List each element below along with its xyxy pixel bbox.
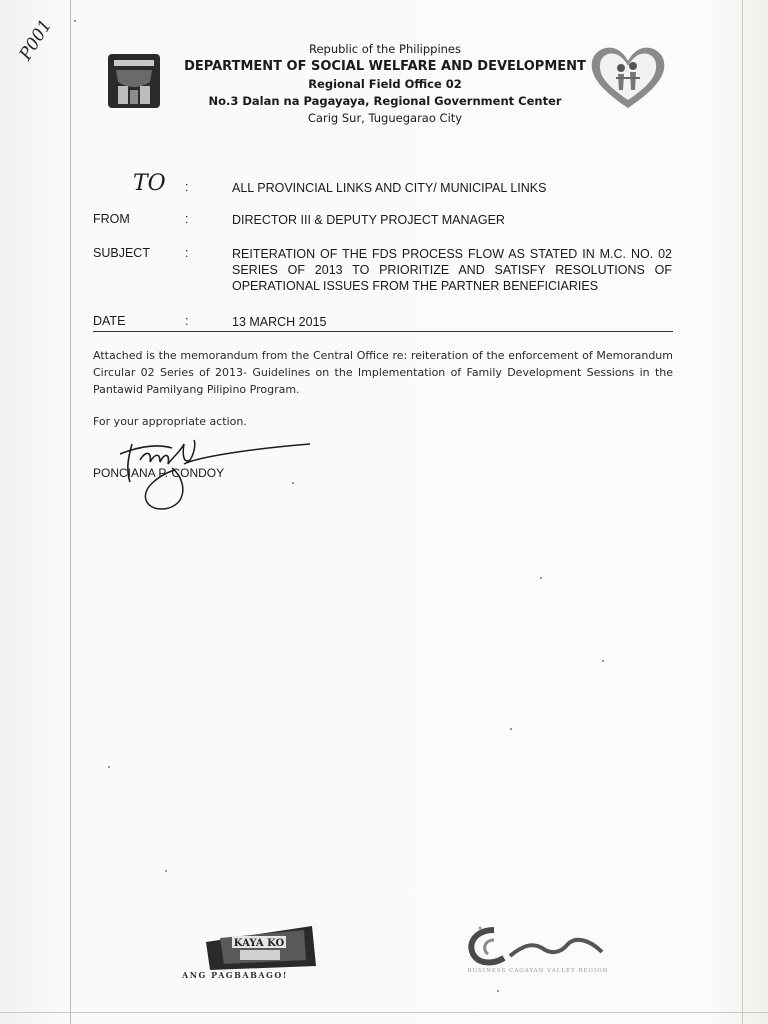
signature-icon xyxy=(110,430,325,515)
to-handwritten-label: TO xyxy=(133,171,166,196)
date-value: 13 MARCH 2015 xyxy=(232,315,327,329)
scan-speck xyxy=(510,728,512,730)
scan-speck xyxy=(165,870,167,872)
republic-line: Republic of the Philippines xyxy=(308,42,462,56)
closing-line: For your appropriate action. xyxy=(93,415,247,428)
memo-body-paragraph: Attached is the memorandum from the Central Office re: reiteration of the enforcement of Memorandum Circular 02 Series of 2013- Guidelines on the Implementation of Family Development Sessions in the Pantawid Pamilyang Pilipino Program. xyxy=(93,349,673,396)
subject-colon: : xyxy=(185,246,189,260)
from-colon: : xyxy=(185,212,189,226)
scan-speck xyxy=(108,766,110,768)
scan-speck xyxy=(540,577,542,579)
department-name: DEPARTMENT OF SOCIAL WELFARE AND DEVELOPMENT xyxy=(184,59,586,74)
subject-label: SUBJECT xyxy=(93,246,150,260)
scan-speck xyxy=(602,660,604,662)
date-colon: : xyxy=(185,314,189,328)
date-label: DATE xyxy=(93,314,126,328)
handwritten-page-number: P001 xyxy=(15,16,57,64)
footer-right-tagline: BUSINESS CAGAYAN VALLEY REGION xyxy=(467,968,609,974)
scan-speck xyxy=(292,482,294,484)
subject-value: REITERATION OF THE FDS PROCESS FLOW AS STATED IN M.C. NO. 02 SERIES OF 2013 TO PRIORITIZE AND SATISFY RESOLUTIONS OF OPERATIONAL ISSUES FROM THE PARTNER BENEFICIARIES xyxy=(232,247,672,293)
signatory-name: PONCIANA P. CONDOY xyxy=(93,466,225,480)
page-edge-right xyxy=(742,0,743,1024)
scan-speck xyxy=(497,990,499,992)
from-label: FROM xyxy=(93,212,130,226)
address-line-2: Carig Sur, Tuguegarao City xyxy=(307,111,463,125)
page-edge-bottom xyxy=(0,1012,768,1013)
regional-office: Regional Field Office 02 xyxy=(308,77,462,91)
dswd-seal-icon xyxy=(106,52,162,110)
scan-speck xyxy=(74,20,76,22)
from-value: DIRECTOR III & DEPUTY PROJECT MANAGER xyxy=(232,213,505,227)
to-value: ALL PROVINCIAL LINKS AND CITY/ MUNICIPAL LINKS xyxy=(232,181,547,195)
kaya-ko-logo-text: KAYA KO xyxy=(233,938,285,949)
address-line-1: No.3 Dalan na Pagayaya, Regional Government Center xyxy=(208,94,562,108)
page-edge-left xyxy=(70,0,71,1024)
letterhead xyxy=(160,42,610,125)
to-colon: : xyxy=(185,180,189,194)
date-divider xyxy=(93,331,673,332)
footer-left-tagline: ANG PAGBABAGO! xyxy=(182,970,288,980)
